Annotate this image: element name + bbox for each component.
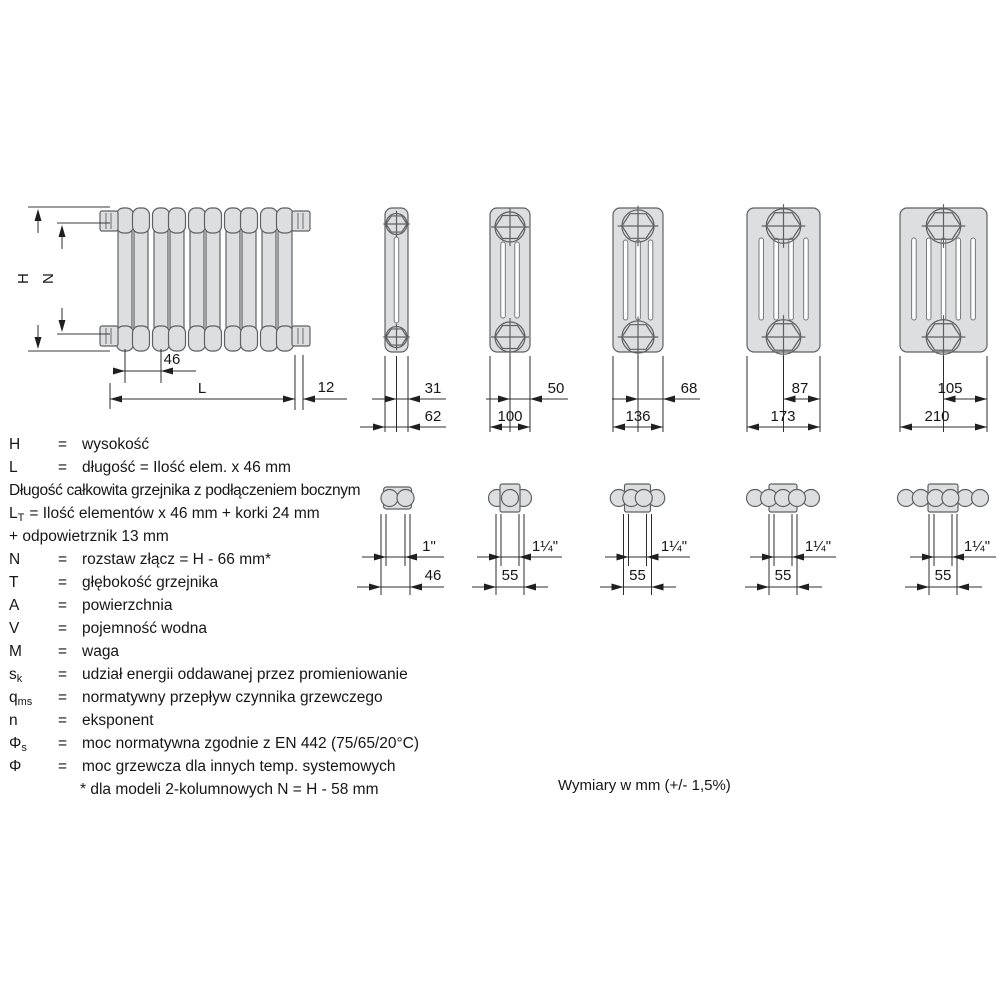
equals-sign: =	[58, 459, 68, 476]
legend-row	[9, 459, 479, 476]
equals-sign: =	[58, 689, 68, 706]
cross-section-5col	[747, 204, 820, 432]
dim-axis-depth: 50	[547, 380, 565, 397]
equals-sign: =	[58, 551, 68, 568]
dim-total-depth: 100	[497, 408, 523, 425]
equals-sign: =	[58, 643, 68, 660]
legend-definition: moc normatywna zgodnie z EN 442 (75/65/20°C)	[82, 735, 420, 752]
pipe-spacing-label: N	[40, 273, 57, 284]
legend-term: M	[9, 643, 22, 660]
dim-connection: 1¼"	[660, 538, 688, 555]
dim-connection: 1¼"	[804, 538, 832, 555]
top-view-6col	[898, 484, 997, 595]
legend-row	[9, 712, 479, 729]
legend-row	[9, 689, 479, 711]
legend-text: * dla modeli 2-kolumnowych N = H - 58 mm	[80, 781, 379, 798]
legend-term: V	[9, 620, 20, 637]
equals-sign: =	[58, 735, 68, 752]
dim-pitch: 55	[934, 567, 952, 584]
equals-sign: =	[58, 666, 68, 683]
legend-text: + odpowietrznik 13 mm	[9, 528, 169, 545]
dim-total-depth: 136	[625, 408, 651, 425]
legend-row	[9, 758, 479, 775]
legend-row	[9, 666, 479, 688]
legend-term: $s_k$	[9, 666, 23, 685]
legend-term: L	[9, 459, 18, 476]
legend-term: $q_{ms}$	[9, 689, 33, 708]
dim-element-width: 46	[163, 351, 181, 368]
legend-row	[9, 735, 479, 757]
legend-definition: normatywny przepływ czynnika grzewczego	[82, 689, 383, 706]
equals-sign: =	[58, 436, 68, 453]
legend-text: Długość całkowita grzejnika z podłączeniem bocznym	[9, 482, 361, 499]
front-view	[15, 207, 347, 410]
legend-definition: pojemność wodna	[82, 620, 207, 637]
top-view-3col	[472, 484, 562, 595]
top-view-5col	[745, 484, 836, 595]
legend-term: $L_T$	[9, 505, 25, 524]
dim-pitch: 55	[629, 567, 646, 584]
legend-term: $\Phi_s$	[9, 735, 27, 754]
legend-term: H	[9, 436, 21, 453]
legend-term: A	[9, 597, 20, 614]
equals-sign: =	[58, 620, 68, 637]
legend-text: = Ilość elementów x 46 mm + korki 24 mm	[29, 505, 320, 522]
equals-sign: =	[58, 597, 68, 614]
legend-definition: rozstaw złącz = H - 66 mm*	[82, 551, 272, 568]
legend-definition: udział energii oddawanej przez promieniowanie	[82, 666, 408, 683]
legend-row	[9, 574, 479, 591]
legend-definition: głębokość grzejnika	[82, 574, 219, 591]
legend-term: Φ	[9, 758, 22, 775]
legend-term: T	[9, 574, 19, 591]
dim-total-depth: 173	[770, 408, 796, 425]
cross-section-2col	[360, 208, 446, 432]
legend-definition: waga	[82, 643, 120, 660]
legend-row	[9, 436, 479, 453]
dim-axis-depth: 105	[937, 380, 963, 397]
top-view-4col	[600, 484, 690, 595]
legend-row	[9, 505, 479, 527]
dim-axis-depth: 31	[424, 380, 442, 397]
dim-axis-depth: 68	[680, 380, 698, 397]
dim-connection: 1¼"	[531, 538, 559, 555]
legend-definition: długość = Ilość elem. x 46 mm	[82, 459, 291, 476]
legend-row	[9, 620, 479, 637]
dim-total-depth: 210	[924, 408, 950, 425]
legend-row	[9, 528, 479, 545]
dim-pitch: 55	[501, 567, 519, 584]
dim-connection: 1"	[422, 538, 436, 555]
legend-definition: wysokość	[82, 436, 150, 453]
legend-row	[9, 643, 479, 660]
dim-axis-depth: 87	[791, 380, 809, 397]
legend-row	[9, 551, 479, 568]
dim-connection: 1¼"	[963, 538, 991, 555]
dim-end-offset: 12	[317, 379, 335, 396]
dim-total-depth: 62	[424, 408, 442, 425]
cross-section-6col	[900, 204, 987, 432]
legend-row	[9, 482, 479, 499]
cross-section-3col	[486, 208, 568, 432]
cross-section-4col	[612, 206, 700, 432]
legend-term: N	[9, 551, 21, 568]
length-label: L	[197, 380, 207, 397]
equals-sign: =	[58, 758, 68, 775]
dimensions-note: Wymiary w mm (+/- 1,5%)	[558, 777, 731, 794]
equals-sign: =	[58, 712, 68, 729]
dim-pitch: 46	[424, 567, 442, 584]
height-label: H	[15, 273, 32, 284]
legend-definition: moc grzewcza dla innych temp. systemowych	[82, 758, 396, 775]
legend-definition: powierzchnia	[82, 597, 173, 614]
legend-footnote	[9, 781, 550, 798]
legend-row	[9, 597, 479, 614]
legend-term: n	[9, 712, 18, 729]
dim-pitch: 55	[774, 567, 792, 584]
equals-sign: =	[58, 574, 68, 591]
legend-definition: eksponent	[82, 712, 154, 729]
